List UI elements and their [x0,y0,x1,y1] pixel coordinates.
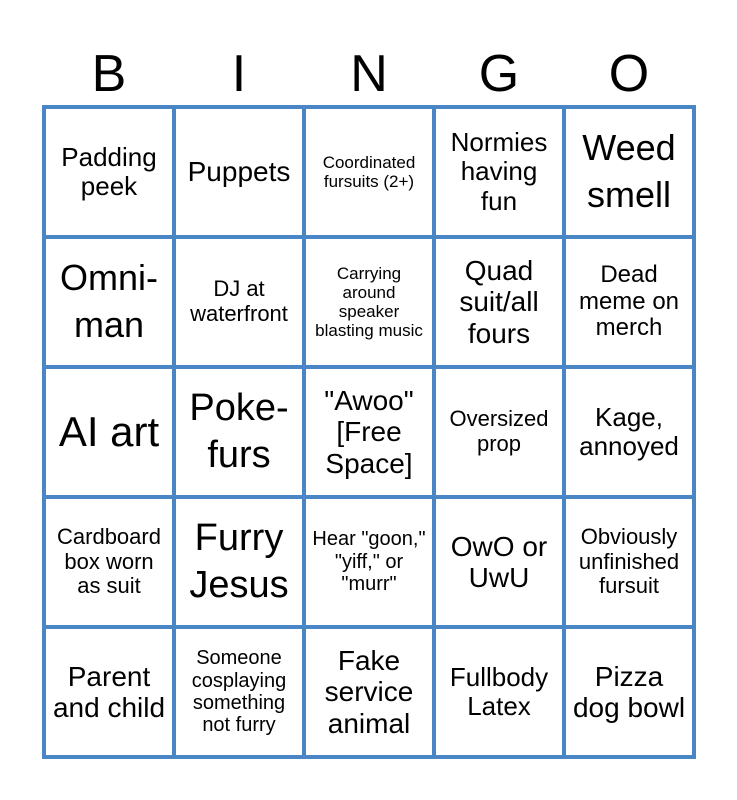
cell-text: Parent and child [52,660,166,723]
bingo-cell-r5-c5[interactable] [564,627,694,757]
cell-text: Obviously unfinished fursuit [578,524,680,599]
cell-text: Puppets [187,156,291,188]
cell-text: Dead meme on merch [578,260,680,342]
cell-text: Pizza dog bowl [572,660,686,723]
header-letter-g: G [478,45,520,103]
bingo-cell-r4-c3[interactable] [304,497,434,627]
bingo-cell-r4-c1[interactable] [44,497,174,627]
bingo-header [44,40,694,108]
bingo-cell-r5-c1[interactable] [44,627,174,757]
cell-text: Fullbody Latex [449,661,549,721]
cell-text: Omni-man [60,257,158,345]
bingo-cell-r4-c2[interactable] [174,497,304,627]
bingo-cell-r5-c3[interactable] [304,627,434,757]
bingo-cell-r2-c3[interactable] [304,237,434,367]
cell-text: Someone cosplaying something not furry [191,647,287,737]
cell-text: DJ at waterfront [190,276,288,326]
cell-text: Poke-furs [189,386,289,476]
bingo-cell-r1-c1[interactable] [44,107,174,237]
cell-text: AI art [58,407,160,455]
bingo-grid [42,105,696,759]
cell-text: Hear "goon," "yiff," or "murr" [312,528,426,596]
cell-text: Fake service animal [324,644,414,739]
bingo-cell-r2-c2[interactable] [174,237,304,367]
cell-text: Quad suit/all fours [459,254,539,349]
bingo-cell-r2-c4[interactable] [434,237,564,367]
bingo-cell-r3-c1[interactable] [44,367,174,497]
cell-text: OwO or UwU [450,530,548,593]
bingo-cell-r4-c4[interactable] [434,497,564,627]
bingo-cell-r1-c4[interactable] [434,107,564,237]
bingo-cell-r3-c5[interactable] [564,367,694,497]
cell-text: "Awoo" [Free Space] [324,384,414,479]
header-letter-b: B [91,45,127,103]
cell-text: Padding peek [61,141,157,201]
bingo-cell-r4-c5[interactable] [564,497,694,627]
bingo-cell-r2-c1[interactable] [44,237,174,367]
bingo-cell-r2-c5[interactable] [564,237,694,367]
bingo-cell-r3-c2[interactable] [174,367,304,497]
bingo-cell-r1-c5[interactable] [564,107,694,237]
header-letter-i: I [231,45,247,103]
cell-text: Cardboard box worn as suit [57,524,161,599]
header-letter-n: N [350,45,388,103]
bingo-cell-r1-c2[interactable] [174,107,304,237]
bingo-cell-r3-c4[interactable] [434,367,564,497]
cell-text: Normies having fun [450,127,548,216]
bingo-cell-r1-c3[interactable] [304,107,434,237]
cell-text: Oversized prop [449,406,549,456]
cell-text: Kage, annoyed [579,401,679,461]
cell-text: Furry Jesus [189,516,289,606]
cell-text: Carrying around speaker blasting music [315,263,423,341]
cell-text: Coordinated fursuits (2+) [322,152,416,191]
cell-text: Weed smell [582,127,676,215]
bingo-cell-r5-c4[interactable] [434,627,564,757]
bingo-cell-r5-c2[interactable] [174,627,304,757]
bingo-cell-r3-c3-free-space[interactable] [304,367,434,497]
header-letter-o: O [608,45,650,103]
